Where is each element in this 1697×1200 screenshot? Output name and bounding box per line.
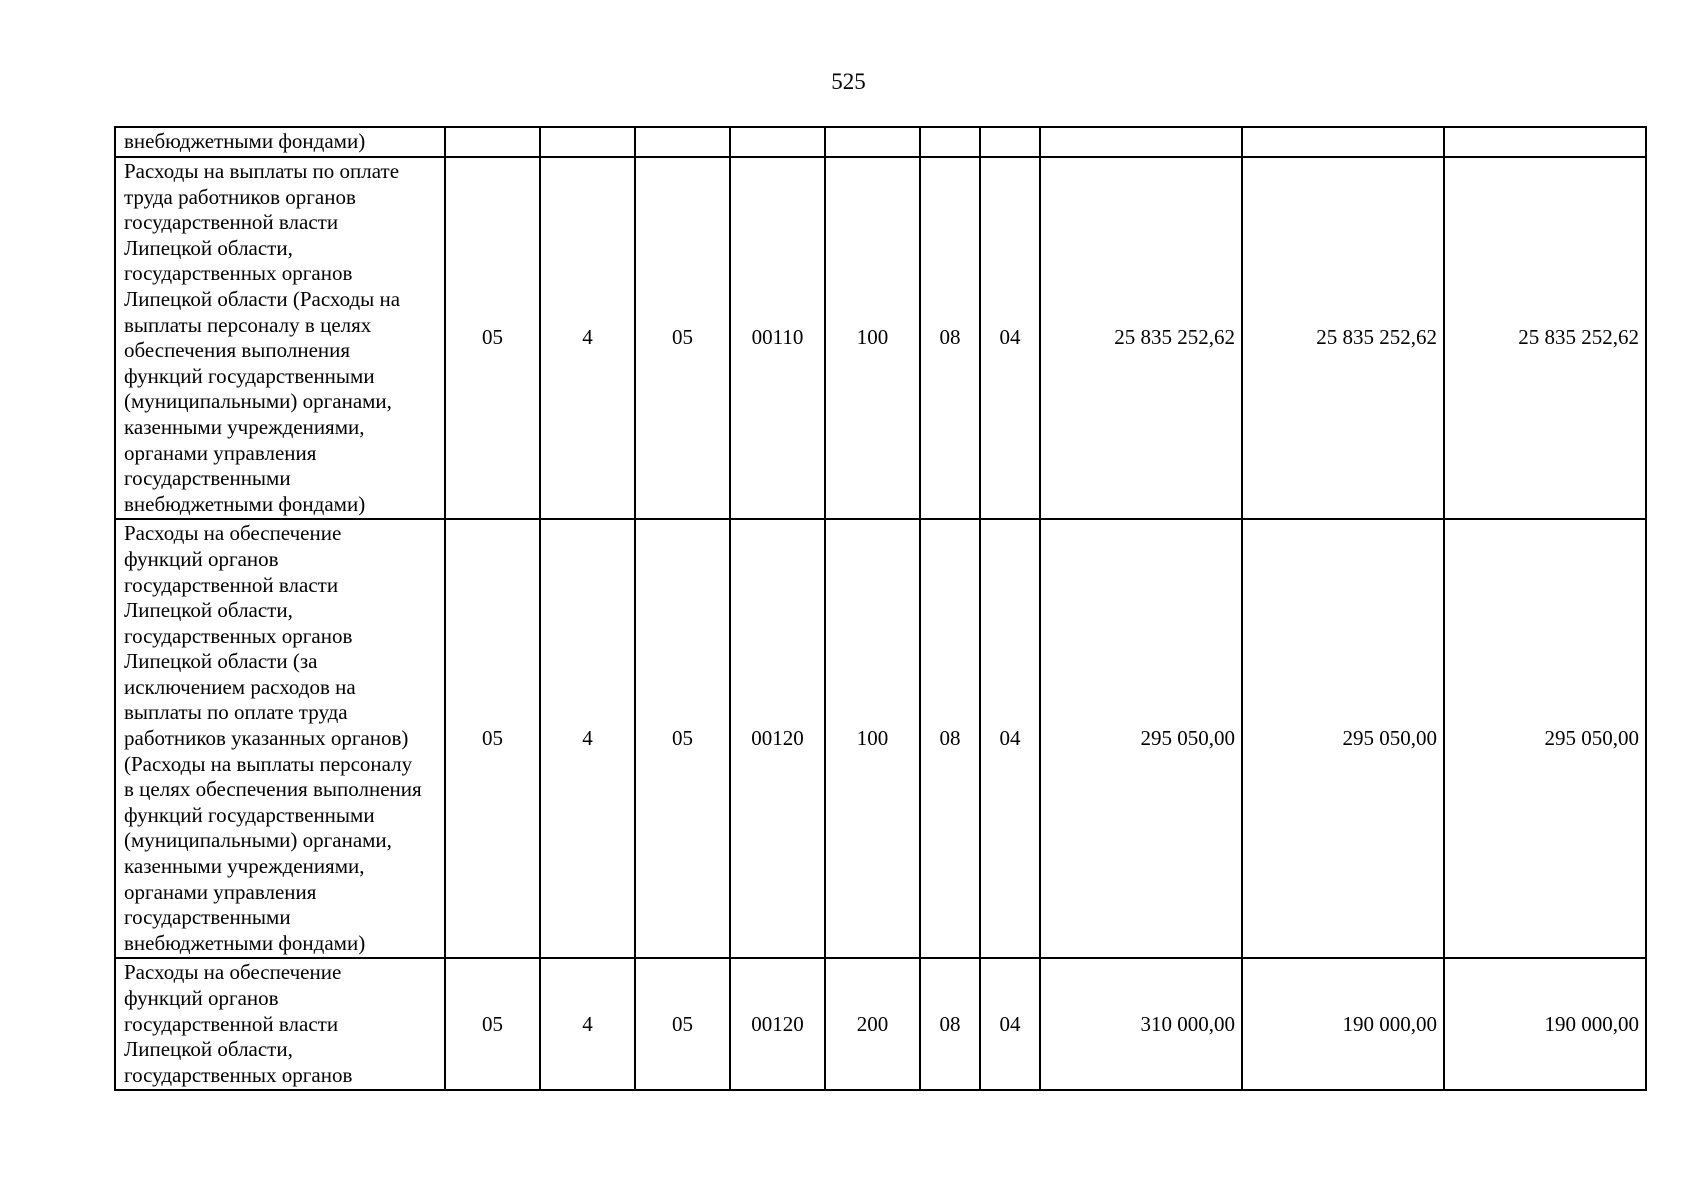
expense-type-code-cell: 100 bbox=[825, 519, 920, 958]
table-row bbox=[115, 127, 1646, 157]
table-row bbox=[115, 157, 1646, 519]
amount-cell-1: 295 050,00 bbox=[1040, 519, 1242, 958]
budget-table bbox=[114, 126, 1647, 1091]
subsection-code-cell: 04 bbox=[980, 519, 1040, 958]
subprogram-code-cell: 4 bbox=[540, 519, 635, 958]
amount-cell-1: 25 835 252,62 bbox=[1040, 157, 1242, 519]
subsection-code-cell: 04 bbox=[980, 958, 1040, 1090]
amount-cell-2: 295 050,00 bbox=[1242, 519, 1444, 958]
subprogram-code-cell: 4 bbox=[540, 958, 635, 1090]
amount-cell-2 bbox=[1242, 127, 1444, 157]
expense-name-cell: Расходы на обеспечение функций органов государственной власти Липецкой области, государственных органов Липецкой области (за исключением расходов на выплаты по оплате труда работников указанных органов) (Расходы на выплаты персоналу в целях обеспечения выполнения функций государственными (муниципальными) органами, казенными учреждениями, органами управления государственными внебюджетными фондами) bbox=[115, 519, 445, 958]
direction-code-cell bbox=[730, 127, 825, 157]
subsection-code-cell bbox=[980, 127, 1040, 157]
amount-cell-3: 190 000,00 bbox=[1444, 958, 1646, 1090]
section-code-cell: 08 bbox=[920, 157, 980, 519]
main-event-code-cell: 05 bbox=[635, 958, 730, 1090]
expense-type-code-cell: 100 bbox=[825, 157, 920, 519]
subprogram-code-cell bbox=[540, 127, 635, 157]
amount-cell-3 bbox=[1444, 127, 1646, 157]
amount-cell-3: 25 835 252,62 bbox=[1444, 157, 1646, 519]
amount-cell-3: 295 050,00 bbox=[1444, 519, 1646, 958]
program-code-cell bbox=[445, 127, 540, 157]
main-event-code-cell: 05 bbox=[635, 157, 730, 519]
main-event-code-cell bbox=[635, 127, 730, 157]
program-code-cell: 05 bbox=[445, 157, 540, 519]
table-row bbox=[115, 958, 1646, 1090]
table-row bbox=[115, 519, 1646, 958]
direction-code-cell: 00120 bbox=[730, 519, 825, 958]
page-number: 525 bbox=[831, 69, 866, 94]
subsection-code-cell: 04 bbox=[980, 157, 1040, 519]
expense-type-code-cell bbox=[825, 127, 920, 157]
expense-type-code-cell: 200 bbox=[825, 958, 920, 1090]
expense-name-cell: Расходы на обеспечение функций органов государственной власти Липецкой области, государственных органов bbox=[115, 958, 445, 1090]
section-code-cell: 08 bbox=[920, 958, 980, 1090]
amount-cell-1: 310 000,00 bbox=[1040, 958, 1242, 1090]
main-event-code-cell: 05 bbox=[635, 519, 730, 958]
section-code-cell bbox=[920, 127, 980, 157]
program-code-cell: 05 bbox=[445, 519, 540, 958]
amount-cell-2: 190 000,00 bbox=[1242, 958, 1444, 1090]
direction-code-cell: 00110 bbox=[730, 157, 825, 519]
program-code-cell: 05 bbox=[445, 958, 540, 1090]
section-code-cell: 08 bbox=[920, 519, 980, 958]
amount-cell-2: 25 835 252,62 bbox=[1242, 157, 1444, 519]
direction-code-cell: 00120 bbox=[730, 958, 825, 1090]
expense-name-cell: внебюджетными фондами) bbox=[115, 127, 445, 157]
amount-cell-1 bbox=[1040, 127, 1242, 157]
subprogram-code-cell: 4 bbox=[540, 157, 635, 519]
expense-name-cell: Расходы на выплаты по оплате труда работников органов государственной власти Липецкой области, государственных органов Липецкой области (Расходы на выплаты персоналу в целях обеспечения выполнения функций государственными (муниципальными) органами, казенными учреждениями, органами управления государственными внебюджетными фондами) bbox=[115, 157, 445, 519]
